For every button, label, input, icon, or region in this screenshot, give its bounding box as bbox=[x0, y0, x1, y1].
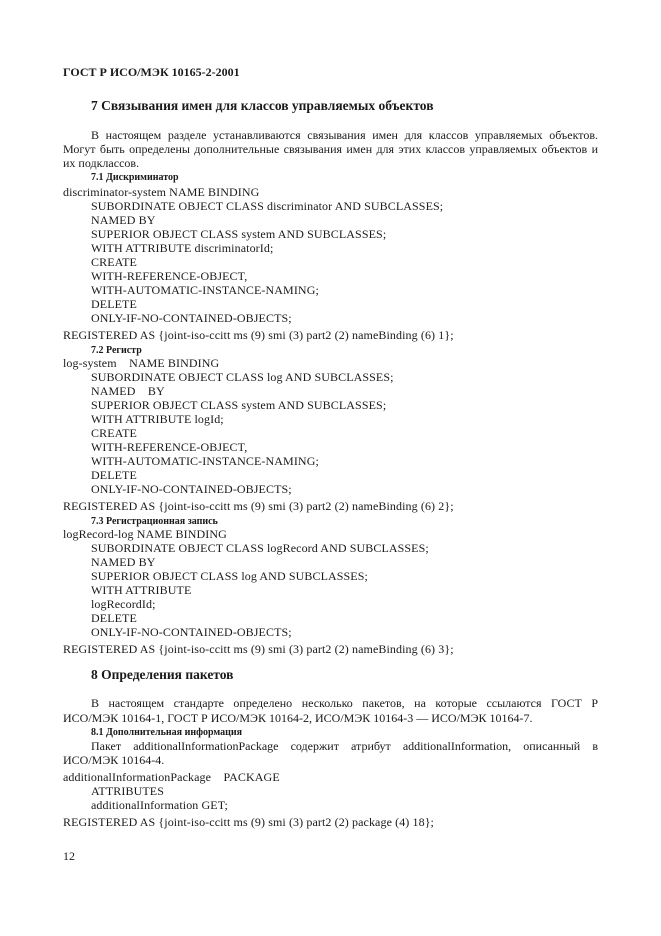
code-line: DELETE bbox=[91, 297, 137, 311]
section-8-para-line-2: ИСО/МЭК 10164-1, ГОСТ Р ИСО/МЭК 10164-2, ИСО/МЭК 10164-3 — ИСО/МЭК 10164-7. bbox=[63, 711, 533, 725]
code-line: NAMED BY bbox=[91, 213, 156, 227]
subsection-7-1-title: 7.1 Дискриминатор bbox=[91, 172, 179, 183]
code-line: SUBORDINATE OBJECT CLASS discriminator AND SUBCLASSES; bbox=[91, 199, 444, 213]
code-line: WITH-AUTOMATIC-INSTANCE-NAMING; bbox=[91, 283, 319, 297]
code-line: WITH-REFERENCE-OBJECT, bbox=[91, 269, 248, 283]
section-7-para-line-2: Могут быть определены дополнительные связывания имен для этих классов управляемых объектов и bbox=[63, 142, 598, 156]
section-7-para-line-3: их подклассов. bbox=[63, 156, 140, 170]
code-line: WITH ATTRIBUTE logId; bbox=[91, 412, 224, 426]
code-line: log-system NAME BINDING bbox=[63, 356, 220, 370]
code-line: additionalInformationPackage PACKAGE bbox=[63, 770, 280, 784]
code-line: NAMED BY bbox=[91, 555, 156, 569]
code-line: WITH ATTRIBUTE bbox=[91, 583, 192, 597]
subsection-8-1-title: 8.1 Дополнительная информация bbox=[91, 727, 243, 738]
code-registered-line: REGISTERED AS {joint-iso-ccitt ms (9) smi (3) part2 (2) package (4) 18}; bbox=[63, 815, 434, 829]
code-line: CREATE bbox=[91, 426, 137, 440]
subsection-8-1-desc-line-1: Пакет additionalInformationPackage содержит атрибут additionalInformation, описанный в bbox=[91, 739, 598, 753]
subsection-8-1-desc-line-2: ИСО/МЭК 10164-4. bbox=[63, 753, 165, 767]
code-line: logRecord-log NAME BINDING bbox=[63, 527, 227, 541]
code-line: logRecordId; bbox=[91, 597, 156, 611]
section-8-title: 8 Определения пакетов bbox=[91, 667, 234, 682]
code-registered-line: REGISTERED AS {joint-iso-ccitt ms (9) smi (3) part2 (2) nameBinding (6) 2}; bbox=[63, 499, 454, 513]
code-line: NAMED BY bbox=[91, 384, 165, 398]
section-7-title: 7 Связывания имен для классов управляемых объектов bbox=[91, 98, 434, 113]
code-line: ONLY-IF-NO-CONTAINED-OBJECTS; bbox=[91, 625, 292, 639]
subsection-7-3-title: 7.3 Регистрационная запись bbox=[91, 516, 218, 527]
code-line: additionalInformation GET; bbox=[91, 798, 228, 812]
section-7-para-line-1: В настоящем разделе устанавливаются связывания имен для классов управляемых объектов. bbox=[91, 128, 598, 142]
code-registered-line: REGISTERED AS {joint-iso-ccitt ms (9) smi (3) part2 (2) nameBinding (6) 1}; bbox=[63, 328, 454, 342]
code-line: ONLY-IF-NO-CONTAINED-OBJECTS; bbox=[91, 482, 292, 496]
code-line: SUPERIOR OBJECT CLASS log AND SUBCLASSES; bbox=[91, 569, 368, 583]
code-registered-line: REGISTERED AS {joint-iso-ccitt ms (9) smi (3) part2 (2) nameBinding (6) 3}; bbox=[63, 642, 454, 656]
standard-header: ГОСТ Р ИСО/МЭК 10165-2-2001 bbox=[63, 65, 240, 79]
code-line: SUBORDINATE OBJECT CLASS logRecord AND SUBCLASSES; bbox=[91, 541, 429, 555]
section-8-para-line-1: В настоящем стандарте определено несколько пакетов, на которые ссылаются ГОСТ Р bbox=[91, 696, 598, 710]
code-line: CREATE bbox=[91, 255, 137, 269]
code-line: WITH ATTRIBUTE discriminatorId; bbox=[91, 241, 274, 255]
code-line: DELETE bbox=[91, 611, 137, 625]
code-line: WITH-REFERENCE-OBJECT, bbox=[91, 440, 248, 454]
code-line: WITH-AUTOMATIC-INSTANCE-NAMING; bbox=[91, 454, 319, 468]
code-line: ATTRIBUTES bbox=[91, 784, 164, 798]
code-line: DELETE bbox=[91, 468, 137, 482]
code-line: ONLY-IF-NO-CONTAINED-OBJECTS; bbox=[91, 311, 292, 325]
code-line: SUPERIOR OBJECT CLASS system AND SUBCLASSES; bbox=[91, 398, 387, 412]
subsection-7-2-title: 7.2 Регистр bbox=[91, 345, 142, 356]
page-number: 12 bbox=[63, 849, 75, 863]
code-line: SUBORDINATE OBJECT CLASS log AND SUBCLASSES; bbox=[91, 370, 394, 384]
code-line: SUPERIOR OBJECT CLASS system AND SUBCLASSES; bbox=[91, 227, 387, 241]
code-line: discriminator-system NAME BINDING bbox=[63, 185, 260, 199]
